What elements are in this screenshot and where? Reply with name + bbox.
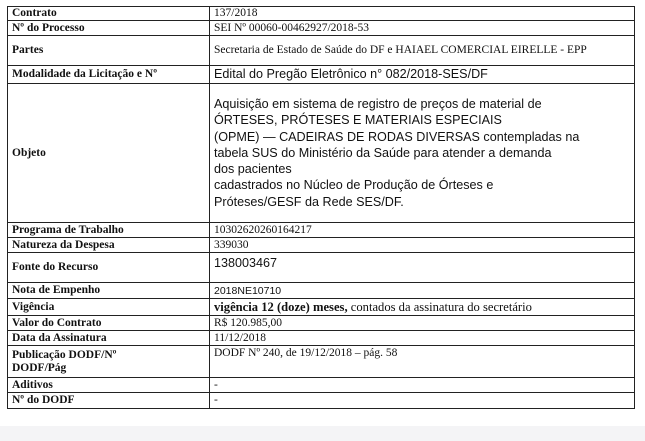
table-row xyxy=(8,223,635,238)
table-row xyxy=(8,346,635,378)
table-row xyxy=(8,331,635,346)
row-label-data-assinatura: Data da Assinatura xyxy=(8,331,210,346)
row-value-data-assinatura: 11/12/2018 xyxy=(210,331,635,346)
row-label-fonte: Fonte do Recurso xyxy=(8,253,210,283)
vigencia-condition: contados da assinatura do secretário xyxy=(347,299,532,314)
table-row xyxy=(8,316,635,331)
row-value-empenho: 2018NE10710 xyxy=(210,283,635,299)
row-label-aditivos: Aditivos xyxy=(8,378,210,393)
table-row xyxy=(8,283,635,299)
row-value-dodf: - xyxy=(210,393,635,409)
row-value-vigencia xyxy=(210,299,635,316)
row-label-natureza: Natureza da Despesa xyxy=(8,238,210,253)
table-row xyxy=(8,66,635,84)
row-label-programa: Programa de Trabalho xyxy=(8,223,210,238)
objeto-line: tabela SUS do Ministério da Saúde para atender a demanda xyxy=(214,145,552,160)
row-label-empenho: Nota de Empenho xyxy=(8,283,210,299)
row-value-programa: 10302620260164217 xyxy=(210,223,635,238)
row-value-objeto xyxy=(210,84,635,223)
row-value-processo: SEI Nº 00060-00462927/2018-53 xyxy=(210,21,635,36)
row-label-objeto: Objeto xyxy=(8,84,210,223)
objeto-line: Próteses/GESF da Rede SES/DF. xyxy=(214,194,404,209)
table-row xyxy=(8,238,635,253)
row-label-partes: Partes xyxy=(8,36,210,66)
table-row xyxy=(8,21,635,36)
contract-summary-table xyxy=(7,6,635,409)
table-row xyxy=(8,393,635,409)
table-row xyxy=(8,378,635,393)
row-value-modalidade: Edital do Pregão Eletrônico n° 082/2018-SES/DF xyxy=(210,66,635,84)
row-label-processo: Nº do Processo xyxy=(8,21,210,36)
objeto-line: cadastrados no Núcleo de Produção de Órteses e xyxy=(214,178,494,193)
table-row xyxy=(8,7,635,21)
vigencia-duration: vigência 12 (doze) meses, xyxy=(214,299,348,314)
row-label-modalidade: Modalidade da Licitação e Nº xyxy=(8,66,210,84)
table-row xyxy=(8,299,635,316)
table-row xyxy=(8,84,635,223)
table-row xyxy=(8,36,635,66)
objeto-line: (OPME) — CADEIRAS DE RODAS DIVERSAS contempladas na xyxy=(214,129,580,144)
publicacao-label-line: DODF/Pág xyxy=(12,361,67,374)
row-value-contrato: 137/2018 xyxy=(210,7,635,21)
row-value-aditivos: - xyxy=(210,378,635,393)
row-label-vigencia: Vigência xyxy=(8,299,210,316)
row-label-publicacao xyxy=(8,346,210,378)
row-value-partes: Secretaria de Estado de Saúde do DF e HAIAEL COMERCIAL EIRELLE - EPP xyxy=(210,36,635,66)
row-label-valor: Valor do Contrato xyxy=(8,316,210,331)
row-label-dodf: Nº do DODF xyxy=(8,393,210,409)
objeto-line: ÓRTESES, PRÓTESES E MATERIAIS ESPECIAIS xyxy=(214,113,502,128)
publicacao-label-line: Publicação DODF/Nº xyxy=(12,348,117,361)
objeto-line: dos pacientes xyxy=(214,162,292,177)
row-value-fonte: 138003467 xyxy=(210,253,635,283)
table-row xyxy=(8,253,635,283)
row-value-publicacao: DODF Nº 240, de 19/12/2018 – pág. 58 xyxy=(210,346,635,378)
objeto-line: Aquisição em sistema de registro de preços de material de xyxy=(214,97,542,112)
row-label-contrato: Contrato xyxy=(8,7,210,21)
row-value-valor: R$ 120.985,00 xyxy=(210,316,635,331)
bottom-shade xyxy=(0,426,645,441)
row-value-natureza: 339030 xyxy=(210,238,635,253)
